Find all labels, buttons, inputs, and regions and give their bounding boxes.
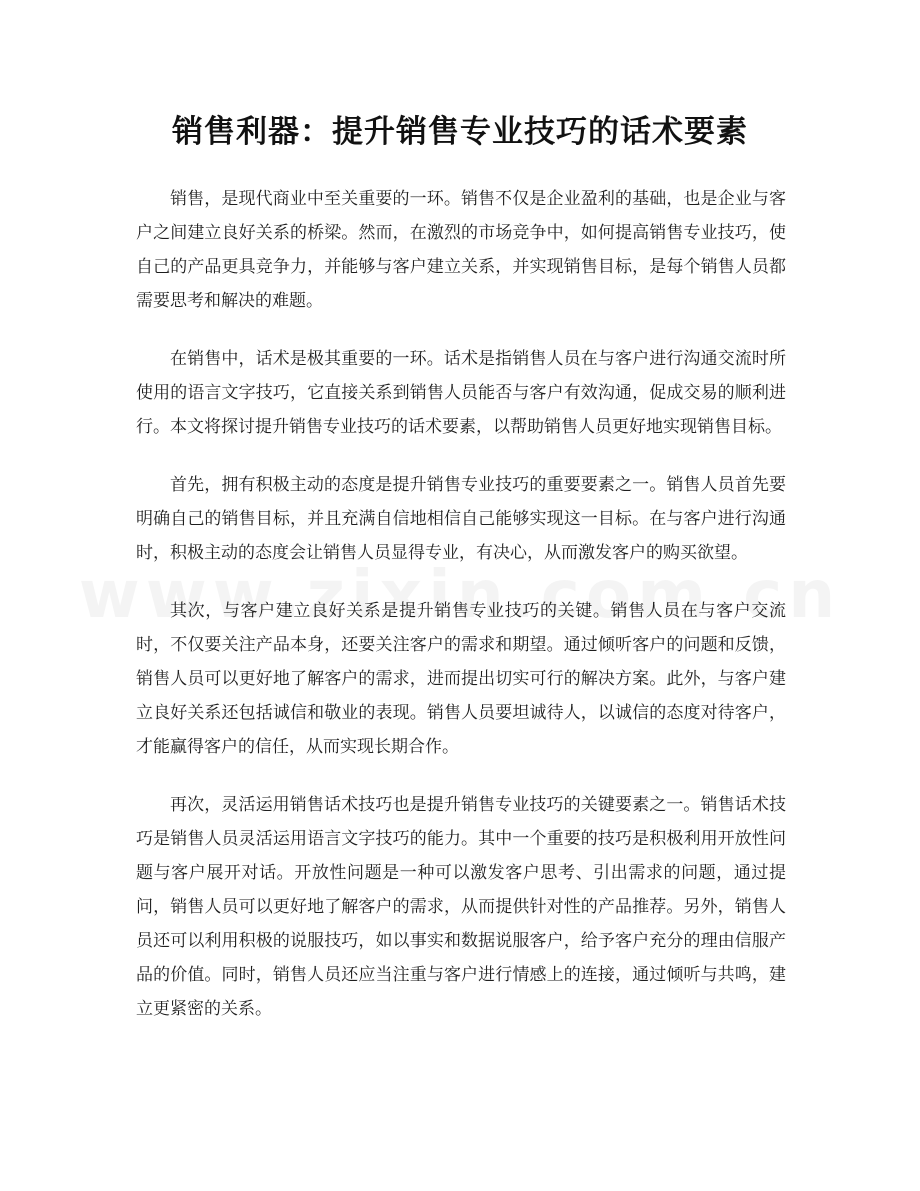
page-title: 销售利器：提升销售专业技巧的话术要素 bbox=[172, 114, 748, 150]
paragraph-1: 销售，是现代商业中至关重要的一环。销售不仅是企业盈利的基础，也是企业与客户之间建立良好关系的桥梁。然而，在激烈的市场竞争中，如何提高销售专业技巧，使自己的产品更具竞争力，并能够与客户建立关系，并实现销售目标，是每个销售人员都需要思考和解决的难题。 bbox=[136, 189, 786, 311]
document-body bbox=[136, 182, 786, 1050]
paragraph-4: 其次，与客户建立良好关系是提升销售专业技巧的关键。销售人员在与客户交流时，不仅要关注产品本身，还要关注客户的需求和期望。通过倾听客户的问题和反馈，销售人员可以更好地了解客户的需求，进而提出切实可行的解决方案。此外，与客户建立良好关系还包括诚信和敬业的表现。销售人员要坦诚待人，以诚信的态度对待客户，才能赢得客户的信任，从而实现长期合作。 bbox=[136, 601, 786, 757]
paragraph-5: 再次，灵活运用销售话术技巧也是提升销售专业技巧的关键要素之一。销售话术技巧是销售人员灵活运用语言文字技巧的能力。其中一个重要的技巧是积极利用开放性问题与客户展开对话。开放性问题是一种可以激发客户思考、引出需求的问题，通过提问，销售人员可以更好地了解客户的需求，从而提供针对性的产品推荐。另外，销售人员还可以利用积极的说服技巧，如以事实和数据说服客户，给予客户充分的理由信服产品的价值。同时，销售人员还应当注重与客户进行情感上的连接，通过倾听与共鸣，建立更紧密的关系。 bbox=[136, 795, 786, 1019]
paragraph-3: 首先，拥有积极主动的态度是提升销售专业技巧的重要要素之一。销售人员首先要明确自己的销售目标，并且充满自信地相信自己能够实现这一目标。在与客户进行沟通时，积极主动的态度会让销售人员显得专业，有决心，从而激发客户的购买欲望。 bbox=[136, 475, 786, 563]
paragraph-2: 在销售中，话术是极其重要的一环。话术是指销售人员在与客户进行沟通交流时所使用的语言文字技巧，它直接关系到销售人员能否与客户有效沟通，促成交易的顺利进行。本文将探讨提升销售专业技巧的话术要素，以帮助销售人员更好地实现销售目标。 bbox=[136, 349, 786, 437]
